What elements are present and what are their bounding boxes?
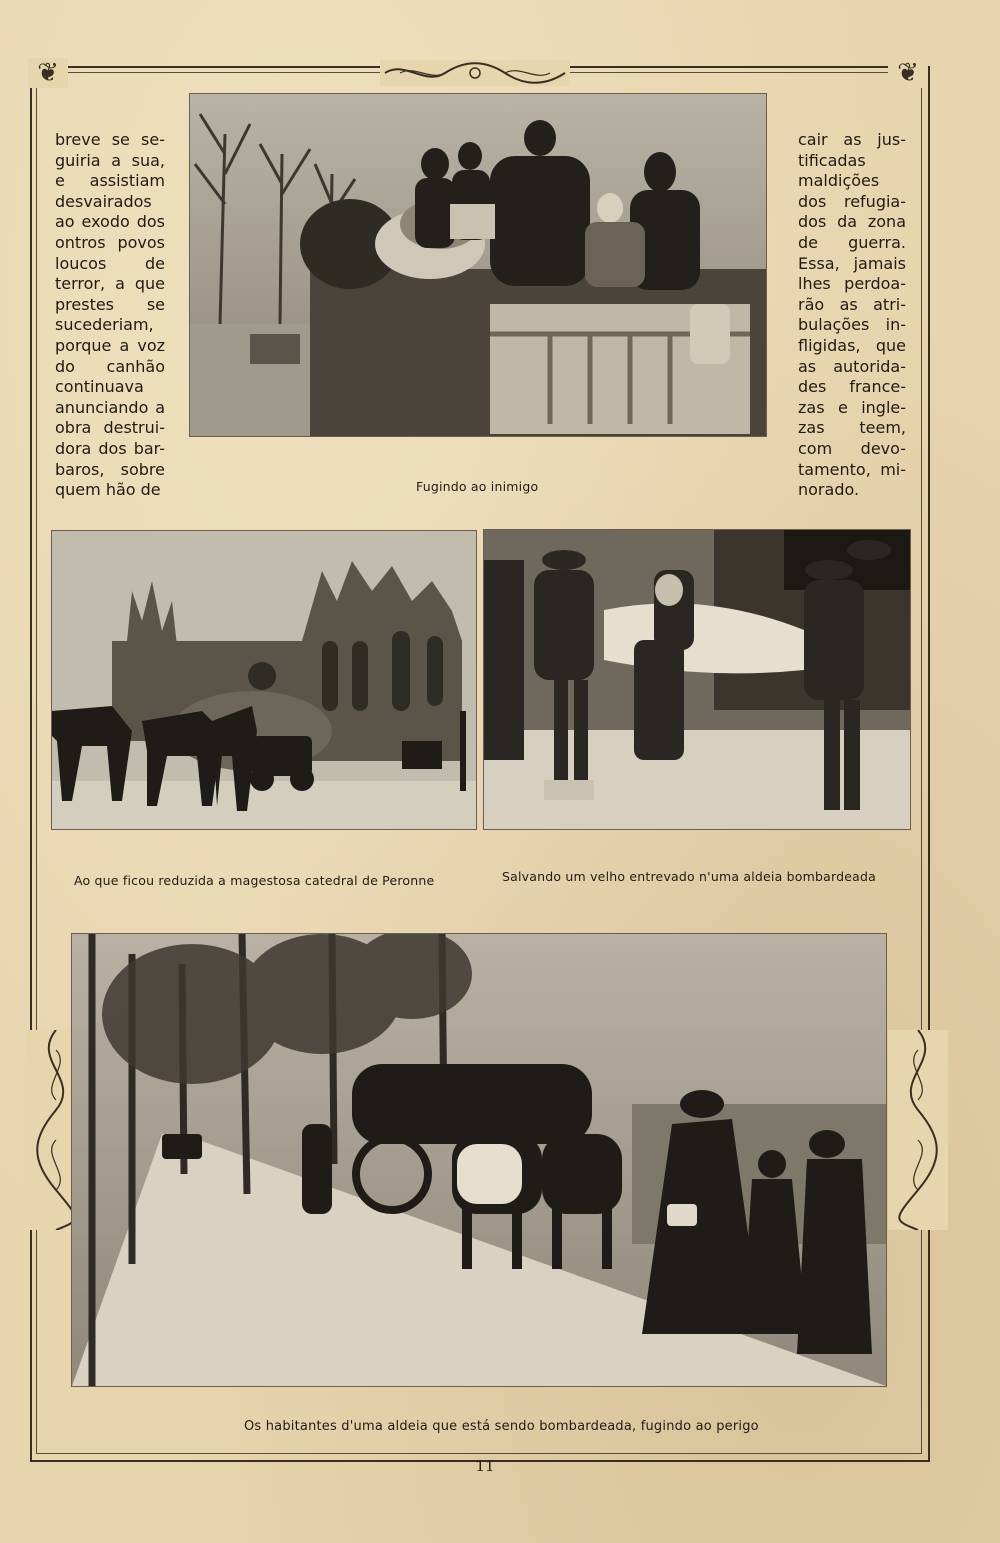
photo-refugee-cart [190,94,766,436]
article-text-line: de guerra. [798,232,906,252]
caption-cathedral: Ao que ficou reduzida a magestosa catedral de Peronne [74,873,435,888]
article-text-line: ao exodo dos [55,212,165,232]
article-text-line: anunciando a [55,397,165,417]
side-ornament-right [888,1030,948,1230]
page-number: 11 [475,1457,495,1475]
article-text-line: porque a voz [55,335,165,355]
article-text-line: ontros povos [55,232,165,252]
article-text-line: dos refugia- [798,191,906,211]
article-text-line: maldições [798,171,880,191]
article-text-line: obra destrui- [55,418,165,438]
caption-soldiers: Salvando um velho entrevado n'uma aldeia bombardeada [502,869,876,884]
article-text-line: com devo- [798,438,906,458]
article-right-column [798,130,906,501]
article-text-line: rão as atri- [798,294,906,314]
article-text-line: loucos de [55,253,165,273]
article-text-line: tificadas [798,150,866,170]
corner-ornament-top-right: ❦ [888,58,928,88]
article-text-line: lhes perdoa- [798,274,906,294]
article-text-line: zas e ingle- [798,397,906,417]
corner-ornament-top-left: ❦ [28,58,68,88]
article-text-line: fligidas, que [798,335,906,355]
photo-village-road [72,934,886,1386]
article-text-line: zas teem, [798,418,906,438]
article-text-line: e assistiam [55,171,165,191]
article-text-line: des france- [798,377,906,397]
article-text-line: breve se se- [55,130,165,149]
article-text-line: bulações in- [798,315,906,335]
article-text-line: prestes se [55,294,165,314]
photo-cathedral-peronne [52,531,476,829]
article-text-line: desvairados [55,191,152,211]
article-text-line: Essa, jamais [798,253,906,273]
article-text-line: terror, a que [55,274,165,294]
article-text-line: as autorida- [798,356,906,376]
caption-village-road: Os habitantes d'uma aldeia que está sendo bombardeada, fugindo ao perigo [244,1419,759,1434]
article-text-line: dora dos bar- [55,438,165,458]
article-text-line: sucederiam, [55,315,154,335]
photo-soldiers-rescue [484,530,910,829]
article-text-line: quem hão de [55,480,161,500]
top-ornament [380,60,570,86]
article-text-line: do canhão [55,356,165,376]
article-text-line: tamento, mi- [798,459,906,479]
article-text-line: dos da zona [798,212,906,232]
caption-refugee-cart: Fugindo ao inimigo [416,479,539,494]
article-text-line: cair as jus- [798,130,906,149]
article-left-column [55,130,165,501]
article-text-line: continuava [55,377,144,397]
article-text-line: norado. [798,480,860,500]
article-text-line: baros, sobre [55,459,165,479]
article-text-line: guiria a sua, [55,150,165,170]
